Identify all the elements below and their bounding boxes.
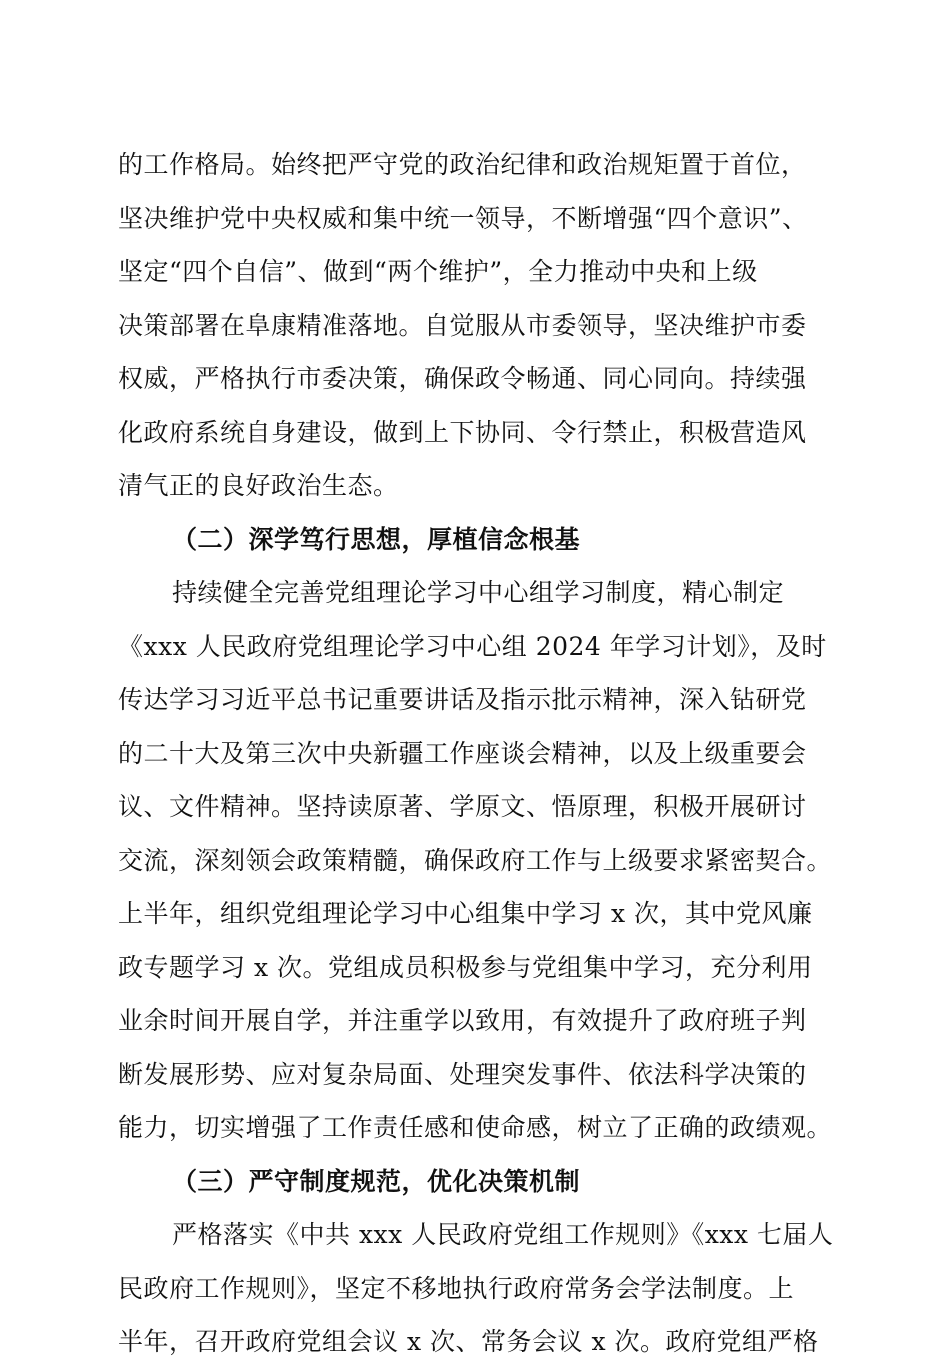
paragraph-line: 断发展形势、应对复杂局面、处理突发事件、依法科学决策的 (118, 1059, 807, 1089)
section-heading-3: （三）严守制度规范，优化决策机制 (172, 1166, 581, 1196)
paragraph-line: 决策部署在阜康精准落地。自觉服从市委领导，坚决维护市委 (118, 310, 807, 340)
paragraph-line: 议、文件精神。坚持读原著、学原文、悟原理，积极开展研讨 (118, 792, 807, 821)
paragraph-line: 交流，深刻领会政策精髓，确保政府工作与上级要求紧密契合。 (118, 845, 833, 875)
paragraph-line: 坚决维护党中央权威和集中统一领导，不断增强“四个意识”、 (118, 203, 808, 233)
paragraph-line: 上半年，组织党组理论学习中心组集中学习 x 次，其中党风廉 (118, 899, 813, 928)
paragraph-line: 权威，严格执行市委决策，确保政令畅通、同心同向。持续强 (118, 364, 807, 393)
document-body (118, 138, 834, 1369)
paragraph-line: 《xxx 人民政府党组理论学习中心组 2024 年学习计划》，及时 (118, 631, 827, 661)
paragraph-line: 清气正的良好政治生态。 (118, 471, 399, 500)
paragraph-line: 政专题学习 x 次。党组成员积极参与党组集中学习，充分利用 (118, 952, 813, 982)
section-heading-2: （二）深学笃行思想，厚植信念根基 (172, 524, 581, 554)
paragraph-line: 的工作格局。始终把严守党的政治纪律和政治规矩置于首位， (118, 150, 807, 179)
paragraph-line: 半年，召开政府党组会议 x 次、常务会议 x 次。政府党组严格 (118, 1327, 819, 1356)
paragraph-line: 民政府工作规则》，坚定不移地执行政府常务会学法制度。上 (118, 1273, 795, 1303)
paragraph-line: 坚定“四个自信”、做到“两个维护”，全力推动中央和上级 (118, 257, 758, 286)
paragraph-line: 传达学习习近平总书记重要讲话及指示批示精神，深入钻研党 (118, 685, 807, 714)
paragraph-line: 严格落实《中共 xxx 人民政府党组工作规则》《xxx 七届人 (172, 1220, 834, 1249)
paragraph-line: 化政府系统自身建设，做到上下协同、令行禁止，积极营造风 (118, 417, 807, 447)
paragraph-line: 业余时间开展自学，并注重学以致用，有效提升了政府班子判 (118, 1006, 807, 1035)
paragraph-line: 的二十大及第三次中央新疆工作座谈会精神，以及上级重要会 (118, 738, 807, 768)
paragraph-line: 能力，切实增强了工作责任感和使命感，树立了正确的政绩观。 (118, 1113, 833, 1142)
paragraph-line: 持续健全完善党组理论学习中心组学习制度，精心制定 (172, 578, 785, 607)
